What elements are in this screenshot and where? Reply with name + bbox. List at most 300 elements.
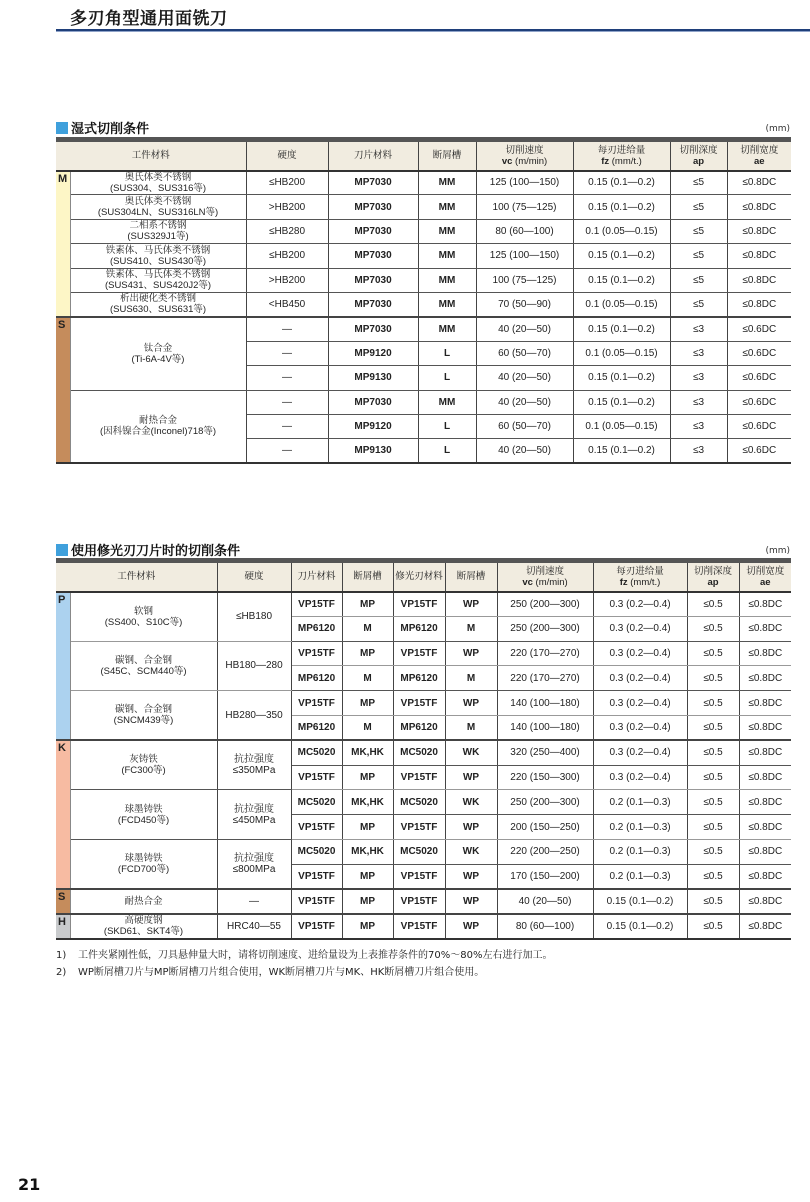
material-cell <box>70 592 217 642</box>
breaker-cell: MK,HK <box>342 790 393 815</box>
material-example: (FCD700等) <box>117 864 170 876</box>
material-cell <box>70 317 246 390</box>
hardness-cell <box>217 790 291 840</box>
hardness-limit: ≤450MPa <box>232 814 276 826</box>
footnote: 1) 工件夹紧刚性低，刀具悬伸量大时，请将切削速度、进给量设为上表推荐条件的70%～80%左右进行加工。 <box>56 950 553 961</box>
ap-cell: ≤3 <box>670 366 727 390</box>
ap-cell: ≤3 <box>670 341 727 365</box>
wiper-breaker-cell: WP <box>445 914 497 939</box>
hardness-cell: ≤HB200 <box>246 171 328 195</box>
material-name: 奥氏体类不锈钢 <box>124 196 192 208</box>
grade-cell: MP6120 <box>291 616 342 641</box>
grade-cell: MC5020 <box>291 790 342 815</box>
table-header-row <box>56 140 791 171</box>
fz-cell: 0.2 (0.1—0.3) <box>593 815 687 840</box>
material-cell <box>70 889 217 914</box>
material-example: (SS400、S10C等) <box>104 616 183 628</box>
material-example: (S45C、SCM440等) <box>100 665 187 677</box>
footnotes <box>56 947 552 981</box>
ae-cell: ≤0.8DC <box>727 195 791 219</box>
ap-cell: ≤0.5 <box>687 765 739 790</box>
material-example: (SUS304LN、SUS316LN等) <box>97 207 219 219</box>
material-cell <box>70 268 246 292</box>
header-ap: 切削深度 ap <box>670 140 727 171</box>
breaker-cell: MP <box>342 765 393 790</box>
material-example: (SUS329J1等) <box>127 231 189 243</box>
breaker-cell: MP <box>342 864 393 889</box>
vc-cell: 140 (100—180) <box>497 691 593 716</box>
wiper-breaker-cell: WP <box>445 592 497 617</box>
ae-cell: ≤0.8DC <box>739 592 791 617</box>
category-badge-M: M <box>56 171 70 317</box>
category-badge-P: P <box>56 592 70 741</box>
wiper-breaker-cell: WK <box>445 839 497 864</box>
material-cell <box>70 790 217 840</box>
ae-cell: ≤0.8DC <box>739 790 791 815</box>
hardness-cell: — <box>246 317 328 341</box>
material-name: 球墨铸铁 <box>124 803 163 815</box>
ap-cell: ≤5 <box>670 195 727 219</box>
grade-cell: MP7030 <box>328 219 418 243</box>
ae-cell: ≤0.8DC <box>739 691 791 716</box>
header-hardness: 硬度 <box>246 140 328 171</box>
hardness-cell: — <box>246 366 328 390</box>
vc-cell: 250 (200—300) <box>497 616 593 641</box>
material-name: 铁素体、马氏体类不锈钢 <box>105 244 211 256</box>
section-title: 使用修光刃刀片时的切削条件 <box>71 544 241 559</box>
title-divider <box>56 29 810 32</box>
material-name: 碳钢、合金钢 <box>115 654 173 666</box>
header-vc: 切削速度 vc (m/min) <box>476 140 573 171</box>
material-cell <box>70 839 217 889</box>
fz-cell: 0.3 (0.2—0.4) <box>593 592 687 617</box>
material-name: 铁素体、马氏体类不锈钢 <box>105 269 211 281</box>
material-name: 软钢 <box>134 605 154 617</box>
breaker-cell: MP <box>342 691 393 716</box>
vc-cell: 40 (20—50) <box>476 439 573 463</box>
wiper-breaker-cell: WP <box>445 641 497 666</box>
breaker-cell: L <box>418 366 476 390</box>
grade-cell: MP7030 <box>328 195 418 219</box>
wiper-breaker-cell: WK <box>445 790 497 815</box>
table-row <box>56 390 791 414</box>
breaker-cell: L <box>418 341 476 365</box>
ap-cell: ≤5 <box>670 219 727 243</box>
breaker-cell: MP <box>342 592 393 617</box>
vc-cell: 40 (20—50) <box>497 889 593 914</box>
header-material: 工件材料 <box>56 561 217 592</box>
ae-cell: ≤0.8DC <box>739 740 791 765</box>
fz-cell: 0.2 (0.1—0.3) <box>593 839 687 864</box>
vc-cell: 70 (50—90) <box>476 292 573 316</box>
breaker-cell: MM <box>418 292 476 316</box>
grade-cell: MP7030 <box>328 244 418 268</box>
hardness-value: HB180—280 <box>225 660 283 672</box>
material-cell <box>70 914 217 939</box>
vc-cell: 125 (100—150) <box>476 244 573 268</box>
grade-cell: MP9130 <box>328 366 418 390</box>
ap-cell: ≤0.5 <box>687 715 739 740</box>
ae-cell: ≤0.8DC <box>727 219 791 243</box>
material-example: (SUS630、SUS631等) <box>109 304 207 316</box>
fz-cell: 0.1 (0.05—0.15) <box>573 292 670 316</box>
wiper-breaker-cell: M <box>445 666 497 691</box>
wiper-grade-cell: MP6120 <box>393 715 445 740</box>
header-hardness: 硬度 <box>217 561 291 592</box>
grade-cell: MP7030 <box>328 292 418 316</box>
wiper-grade-cell: VP15TF <box>393 815 445 840</box>
fz-cell: 0.3 (0.2—0.4) <box>593 666 687 691</box>
ap-cell: ≤0.5 <box>687 839 739 864</box>
header-grade: 刀片材料 <box>291 561 342 592</box>
ap-cell: ≤0.5 <box>687 864 739 889</box>
footnote: 2) WP断屑槽刀片与MP断屑槽刀片组合使用，WK断屑槽刀片与MK、HK断屑槽刀片组合使用。 <box>56 967 485 978</box>
category-badge-H: H <box>56 914 70 939</box>
fz-cell: 0.15 (0.1—0.2) <box>573 195 670 219</box>
ap-cell: ≤5 <box>670 268 727 292</box>
header-breaker: 断屑槽 <box>418 140 476 171</box>
table-row <box>56 691 791 716</box>
ae-cell: ≤0.8DC <box>727 244 791 268</box>
breaker-cell: MM <box>418 268 476 292</box>
wiper-grade-cell: VP15TF <box>393 765 445 790</box>
ae-cell: ≤0.6DC <box>727 390 791 414</box>
material-example: (SKD61、SKT4等) <box>103 926 184 938</box>
wiper-grade-cell: MC5020 <box>393 790 445 815</box>
fz-cell: 0.15 (0.1—0.2) <box>593 914 687 939</box>
breaker-cell: MM <box>418 171 476 195</box>
vc-cell: 200 (150—250) <box>497 815 593 840</box>
breaker-cell: MP <box>342 914 393 939</box>
breaker-cell: MM <box>418 244 476 268</box>
breaker-cell: L <box>418 414 476 438</box>
hardness-cell: >HB200 <box>246 195 328 219</box>
header-wiper-grade: 修光刃材料 <box>393 561 445 592</box>
wiper-grade-cell: MC5020 <box>393 839 445 864</box>
vc-cell: 100 (75—125) <box>476 195 573 219</box>
ap-cell: ≤3 <box>670 439 727 463</box>
material-cell <box>70 195 246 219</box>
fz-cell: 0.15 (0.1—0.2) <box>573 171 670 195</box>
breaker-cell: MP <box>342 889 393 914</box>
grade-cell: MC5020 <box>291 839 342 864</box>
wiper-grade-cell: VP15TF <box>393 889 445 914</box>
fz-cell: 0.3 (0.2—0.4) <box>593 740 687 765</box>
table-row <box>56 219 791 243</box>
ae-cell: ≤0.6DC <box>727 439 791 463</box>
fz-cell: 0.3 (0.2—0.4) <box>593 765 687 790</box>
ap-cell: ≤3 <box>670 317 727 341</box>
hardness-cell <box>217 691 291 741</box>
ae-cell: ≤0.8DC <box>727 292 791 316</box>
hardness-cell: — <box>246 341 328 365</box>
fz-cell: 0.15 (0.1—0.2) <box>573 366 670 390</box>
hardness-value: ≤HB180 <box>235 611 273 623</box>
ae-cell: ≤0.8DC <box>739 889 791 914</box>
vc-cell: 80 (60—100) <box>476 219 573 243</box>
ap-cell: ≤0.5 <box>687 616 739 641</box>
vc-cell: 140 (100—180) <box>497 715 593 740</box>
material-example: (SNCM439等) <box>113 715 174 727</box>
material-example: (SUS304、SUS316等) <box>109 182 207 194</box>
material-name: 球墨铸铁 <box>124 853 163 865</box>
material-example: (Ti-6A-4V等) <box>131 353 185 365</box>
vc-cell: 320 (250—400) <box>497 740 593 765</box>
vc-cell: 100 (75—125) <box>476 268 573 292</box>
grade-cell: VP15TF <box>291 889 342 914</box>
section-title: 湿式切削条件 <box>71 122 150 137</box>
ap-cell: ≤0.5 <box>687 641 739 666</box>
breaker-cell: MP <box>342 641 393 666</box>
grade-cell: VP15TF <box>291 641 342 666</box>
vc-cell: 40 (20—50) <box>476 366 573 390</box>
category-badge-S: S <box>56 317 70 463</box>
ae-cell: ≤0.8DC <box>739 765 791 790</box>
ae-cell: ≤0.8DC <box>739 715 791 740</box>
fz-cell: 0.3 (0.2—0.4) <box>593 641 687 666</box>
header-fz: 每刃进给量 fz (mm/t.) <box>573 140 670 171</box>
material-cell <box>70 171 246 195</box>
breaker-cell: M <box>342 666 393 691</box>
vc-cell: 60 (50—70) <box>476 414 573 438</box>
ae-cell: ≤0.8DC <box>727 171 791 195</box>
ae-cell: ≤0.6DC <box>727 317 791 341</box>
material-example: (SUS410、SUS430等) <box>109 255 207 267</box>
wiper-cutting-conditions-table <box>56 558 791 940</box>
vc-cell: 170 (150—200) <box>497 864 593 889</box>
hardness-value: HRC40—55 <box>227 920 281 932</box>
hardness-value: 抗拉强度 <box>234 803 275 815</box>
grade-cell: VP15TF <box>291 765 342 790</box>
ap-cell: ≤3 <box>670 390 727 414</box>
material-example: (FCD450等) <box>117 814 170 826</box>
vc-cell: 250 (200—300) <box>497 790 593 815</box>
material-example: (SUS431、SUS420J2等) <box>104 280 212 292</box>
ap-cell: ≤3 <box>670 414 727 438</box>
material-cell <box>70 390 246 463</box>
hardness-cell: — <box>246 439 328 463</box>
section-heading-wiper-cutting <box>56 540 240 559</box>
table-row <box>56 914 791 939</box>
breaker-cell: MM <box>418 195 476 219</box>
ae-cell: ≤0.8DC <box>739 641 791 666</box>
material-cell <box>70 292 246 316</box>
header-breaker: 断屑槽 <box>342 561 393 592</box>
material-cell <box>70 740 217 790</box>
ae-cell: ≤0.8DC <box>739 616 791 641</box>
material-name: 碳钢、合金钢 <box>115 704 173 716</box>
table-row <box>56 292 791 316</box>
table-row <box>56 790 791 815</box>
wiper-breaker-cell: M <box>445 715 497 740</box>
material-cell <box>70 641 217 691</box>
ap-cell: ≤0.5 <box>687 790 739 815</box>
vc-cell: 125 (100—150) <box>476 171 573 195</box>
wiper-grade-cell: MP6120 <box>393 616 445 641</box>
wiper-breaker-cell: M <box>445 616 497 641</box>
table-row <box>56 268 791 292</box>
material-cell <box>70 219 246 243</box>
hardness-cell <box>217 914 291 939</box>
ap-cell: ≤0.5 <box>687 914 739 939</box>
material-name: 耐热合金 <box>139 415 178 427</box>
fz-cell: 0.15 (0.1—0.2) <box>573 244 670 268</box>
breaker-cell: M <box>342 715 393 740</box>
ap-cell: ≤0.5 <box>687 592 739 617</box>
grade-cell: MP9120 <box>328 341 418 365</box>
header-ap: 切削深度 ap <box>687 561 739 592</box>
breaker-cell: MK,HK <box>342 740 393 765</box>
material-example: (FC300等) <box>121 765 166 777</box>
ae-cell: ≤0.6DC <box>727 414 791 438</box>
wiper-breaker-cell: WP <box>445 765 497 790</box>
grade-cell: MP7030 <box>328 390 418 414</box>
vc-cell: 220 (200—250) <box>497 839 593 864</box>
vc-cell: 220 (170—270) <box>497 666 593 691</box>
hardness-value: 抗拉强度 <box>234 853 275 865</box>
vc-cell: 220 (170—270) <box>497 641 593 666</box>
table-row <box>56 839 791 864</box>
hardness-value: 抗拉强度 <box>234 754 275 766</box>
breaker-cell: M <box>342 616 393 641</box>
fz-cell: 0.3 (0.2—0.4) <box>593 715 687 740</box>
fz-cell: 0.2 (0.1—0.3) <box>593 790 687 815</box>
ap-cell: ≤0.5 <box>687 889 739 914</box>
breaker-cell: MP <box>342 815 393 840</box>
fz-cell: 0.15 (0.1—0.2) <box>573 268 670 292</box>
material-cell <box>70 691 217 741</box>
ae-cell: ≤0.8DC <box>739 914 791 939</box>
grade-cell: MC5020 <box>291 740 342 765</box>
hardness-cell <box>217 740 291 790</box>
ap-cell: ≤0.5 <box>687 666 739 691</box>
material-example: (因科镍合金(Inconel)718等) <box>99 426 217 438</box>
hardness-cell: ≤HB280 <box>246 219 328 243</box>
hardness-cell: — <box>246 414 328 438</box>
wiper-grade-cell: VP15TF <box>393 691 445 716</box>
table-row <box>56 889 791 914</box>
wiper-breaker-cell: WP <box>445 864 497 889</box>
grade-cell: MP6120 <box>291 715 342 740</box>
material-name: 钛合金 <box>143 342 173 354</box>
grade-cell: VP15TF <box>291 592 342 617</box>
grade-cell: VP15TF <box>291 691 342 716</box>
hardness-cell: ≤HB200 <box>246 244 328 268</box>
hardness-value: — <box>249 895 260 907</box>
breaker-cell: MM <box>418 219 476 243</box>
wiper-grade-cell: MC5020 <box>393 740 445 765</box>
table-row <box>56 244 791 268</box>
grade-cell: MP9130 <box>328 439 418 463</box>
header-grade: 刀片材料 <box>328 140 418 171</box>
material-name: 析出硬化类不锈钢 <box>120 293 197 305</box>
material-name: 灰铸铁 <box>129 754 158 766</box>
fz-cell: 0.1 (0.05—0.15) <box>573 341 670 365</box>
wiper-breaker-cell: WP <box>445 691 497 716</box>
hardness-limit: ≤350MPa <box>232 765 276 777</box>
table-row <box>56 592 791 617</box>
fz-cell: 0.15 (0.1—0.2) <box>573 439 670 463</box>
table-header-row <box>56 561 791 592</box>
grade-cell: MP7030 <box>328 317 418 341</box>
breaker-cell: MM <box>418 317 476 341</box>
header-ae: 切削宽度 ae <box>739 561 791 592</box>
material-name: 奥氏体类不锈钢 <box>124 171 192 183</box>
table-row <box>56 641 791 666</box>
wiper-grade-cell: VP15TF <box>393 864 445 889</box>
material-name: 耐热合金 <box>124 895 163 907</box>
unit-label: (mm) <box>765 124 790 134</box>
grade-cell: VP15TF <box>291 864 342 889</box>
fz-cell: 0.1 (0.05—0.15) <box>573 414 670 438</box>
table-row <box>56 195 791 219</box>
fz-cell: 0.2 (0.1—0.3) <box>593 864 687 889</box>
fz-cell: 0.3 (0.2—0.4) <box>593 691 687 716</box>
grade-cell: VP15TF <box>291 815 342 840</box>
wiper-grade-cell: VP15TF <box>393 641 445 666</box>
wiper-grade-cell: VP15TF <box>393 592 445 617</box>
ae-cell: ≤0.8DC <box>739 815 791 840</box>
vc-cell: 40 (20—50) <box>476 390 573 414</box>
fz-cell: 0.15 (0.1—0.2) <box>573 390 670 414</box>
page-title: 多刃角型通用面铣刀 <box>70 9 228 29</box>
vc-cell: 60 (50—70) <box>476 341 573 365</box>
hardness-cell <box>217 641 291 691</box>
hardness-cell: >HB200 <box>246 268 328 292</box>
vc-cell: 220 (150—300) <box>497 765 593 790</box>
table-row <box>56 171 791 195</box>
wet-cutting-conditions-table <box>56 137 791 464</box>
ap-cell: ≤5 <box>670 244 727 268</box>
section-square-icon <box>56 122 68 134</box>
fz-cell: 0.3 (0.2—0.4) <box>593 616 687 641</box>
breaker-cell: L <box>418 439 476 463</box>
hardness-value: HB280—350 <box>225 709 283 721</box>
wiper-grade-cell: VP15TF <box>393 914 445 939</box>
wiper-breaker-cell: WK <box>445 740 497 765</box>
grade-cell: MP7030 <box>328 268 418 292</box>
wiper-breaker-cell: WP <box>445 815 497 840</box>
ap-cell: ≤0.5 <box>687 740 739 765</box>
ap-cell: ≤0.5 <box>687 691 739 716</box>
grade-cell: VP15TF <box>291 914 342 939</box>
header-wiper-breaker: 断屑槽 <box>445 561 497 592</box>
ae-cell: ≤0.6DC <box>727 366 791 390</box>
header-ae: 切削宽度 ae <box>727 140 791 171</box>
table-row <box>56 740 791 765</box>
hardness-limit: ≤800MPa <box>232 864 276 876</box>
header-material: 工件材料 <box>56 140 246 171</box>
table-row <box>56 317 791 341</box>
hardness-cell <box>217 839 291 889</box>
ap-cell: ≤5 <box>670 171 727 195</box>
hardness-cell <box>217 592 291 642</box>
vc-cell: 80 (60—100) <box>497 914 593 939</box>
ae-cell: ≤0.6DC <box>727 341 791 365</box>
ae-cell: ≤0.8DC <box>727 268 791 292</box>
grade-cell: MP9120 <box>328 414 418 438</box>
wiper-grade-cell: MP6120 <box>393 666 445 691</box>
header-vc: 切削速度 vc (m/min) <box>497 561 593 592</box>
fz-cell: 0.1 (0.05—0.15) <box>573 219 670 243</box>
header-fz: 每刃进给量 fz (mm/t.) <box>593 561 687 592</box>
material-name: 二相系不锈钢 <box>129 220 187 232</box>
category-badge-K: K <box>56 740 70 889</box>
section-square-icon <box>56 544 68 556</box>
hardness-cell: — <box>246 390 328 414</box>
vc-cell: 40 (20—50) <box>476 317 573 341</box>
hardness-cell: <HB450 <box>246 292 328 316</box>
